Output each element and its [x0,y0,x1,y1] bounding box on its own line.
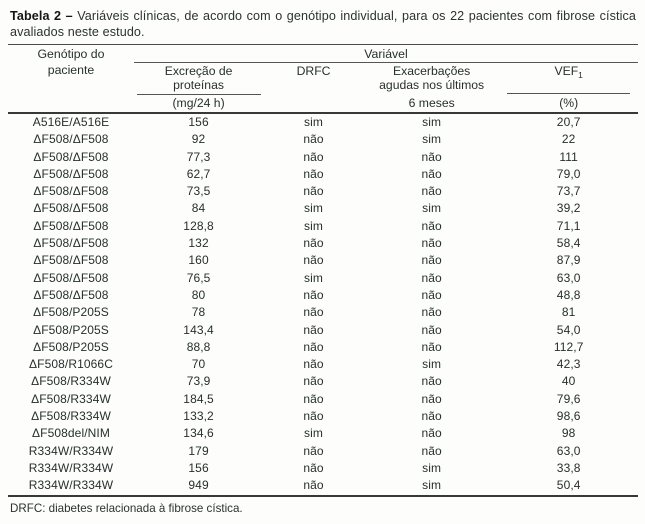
cell-drfc: não [303,253,324,268]
table-row [8,113,638,131]
cell-protein-excretion: 156 [188,115,209,129]
cell-fev1: 98,6 [556,409,581,424]
column-header-fev1-subscript: 1 [578,69,583,80]
cell-exacerbations: não [421,218,442,233]
cell-fev1: 39,2 [556,201,581,216]
cell-fev1: 58,4 [556,236,581,251]
cell-exacerbations: não [421,322,442,337]
cell-drfc: não [303,478,324,493]
cell-fev1: 79,6 [556,391,581,406]
table-row [8,356,638,373]
column-header-genotype-line2: paciente [47,62,95,77]
cell-exacerbations: não [421,184,442,199]
cell-protein-excretion: 133,2 [183,409,214,424]
table-row [8,218,638,235]
column-header-exacerbations-line1: Exacerbações [393,64,471,78]
table-row [8,235,638,252]
table-row [8,287,638,304]
cell-protein-excretion: 179 [188,443,209,458]
cell-genotype: ΔF508/P205S [33,339,109,354]
cell-drfc: sim [304,115,324,129]
cell-drfc: não [303,287,324,302]
cell-genotype: ΔF508/ΔF508 [33,253,109,268]
cell-protein-excretion: 160 [188,253,209,268]
cell-fev1: 40 [561,374,576,389]
column-unit-exacerbations: 6 meses [408,96,455,110]
cell-exacerbations: não [421,236,442,251]
cell-protein-excretion: 156 [188,460,209,475]
cell-drfc: não [303,357,324,372]
cell-protein-excretion: 84 [191,201,206,216]
cell-protein-excretion: 132 [188,236,209,251]
cell-protein-excretion: 77,3 [186,149,211,164]
clinical-variables-table [8,44,638,497]
cell-fev1: 111 [559,149,578,164]
table-row [8,391,638,408]
cell-drfc: não [303,339,324,354]
column-header-protein-line1: Excreção de [164,64,233,78]
cell-drfc: não [303,409,324,424]
cell-fev1: 54,0 [556,322,581,337]
cell-protein-excretion: 134,6 [183,426,214,441]
cell-drfc: não [303,184,324,199]
fev1-underline [507,65,630,94]
cell-drfc: sim [304,426,324,441]
cell-drfc: não [303,460,324,475]
cell-fev1: 33,8 [556,460,581,475]
cell-exacerbations: não [421,374,442,389]
table-row [8,408,638,425]
cell-drfc: não [303,391,324,406]
cell-genotype: ΔF508/ΔF508 [33,270,109,285]
cell-genotype: A516E/A516E [32,115,110,129]
cell-drfc: não [303,305,324,320]
cell-exacerbations: sim [422,201,442,216]
column-unit-fev1: (%) [559,96,579,110]
table-row [8,200,638,217]
cell-exacerbations: sim [422,357,442,372]
cell-genotype: ΔF508/ΔF508 [33,149,109,164]
cell-protein-excretion: 949 [188,478,209,493]
cell-genotype: ΔF508/ΔF508 [33,132,109,147]
column-header-genotype [8,45,134,114]
cell-exacerbations: não [421,287,442,302]
cell-fev1: 112,7 [553,339,584,354]
cell-exacerbations: não [421,270,442,285]
table-row [8,443,638,460]
cell-exacerbations: sim [422,460,442,475]
cell-drfc: não [303,374,324,389]
cell-fev1: 22 [561,132,576,147]
cell-exacerbations: não [421,305,442,320]
cell-drfc: não [303,166,324,181]
cell-exacerbations: não [421,426,442,441]
table-row [8,373,638,390]
cell-exacerbations: não [421,253,442,268]
cell-genotype: ΔF508del/NIM [32,426,110,441]
cell-protein-excretion: 73,9 [186,374,211,389]
cell-genotype: ΔF508/P205S [33,322,109,337]
cell-exacerbations: não [421,391,442,406]
cell-fev1: 48,8 [556,287,581,302]
cell-exacerbations: sim [422,132,442,147]
cell-genotype: ΔF508/ΔF508 [33,218,109,233]
table-row [8,322,638,339]
cell-fev1: 63,0 [556,443,581,458]
table-row [8,131,638,148]
cell-protein-excretion: 143,4 [183,322,214,337]
header-row-group [8,45,638,63]
cell-exacerbations: não [421,409,442,424]
column-header-drfc: DRFC [296,64,331,78]
cell-exacerbations: não [421,339,442,354]
table-row [8,304,638,321]
cell-drfc: não [303,149,324,164]
column-header-protein-line2: proteínas [173,77,224,92]
table-row [8,183,638,200]
table-caption-text: Variáveis clínicas, de acordo com o genótipo individual, para os 22 pacientes com fibrose cística avaliados neste estudo. [10,9,636,39]
table-row [8,149,638,166]
cell-exacerbations: não [421,166,442,181]
cell-fev1: 71,1 [556,218,581,233]
cell-protein-excretion: 92 [191,132,206,147]
cell-genotype: ΔF508/R334W [31,374,111,389]
cell-drfc: sim [304,201,324,216]
table-caption-label: Tabela 2 – [10,9,73,23]
column-header-exacerbations-line2: agudas nos últimos [379,77,485,92]
column-unit-protein: (mg/24 h) [172,96,225,110]
cell-fev1: 42,3 [556,357,581,372]
cell-exacerbations: sim [422,478,442,493]
cell-exacerbations: sim [422,115,442,129]
column-header-exacerbations [364,63,499,98]
cell-fev1: 87,9 [556,253,581,268]
cell-drfc: sim [304,270,324,285]
cell-genotype: ΔF508/ΔF508 [33,287,109,302]
cell-genotype: ΔF508/ΔF508 [33,201,109,216]
cell-genotype: ΔF508/R334W [31,409,111,424]
cell-protein-excretion: 70 [191,357,206,372]
cell-protein-excretion: 78 [191,305,206,320]
cell-genotype: ΔF508/ΔF508 [33,184,109,199]
cell-protein-excretion: 128,8 [183,218,214,233]
cell-exacerbations: não [421,149,442,164]
cell-genotype: ΔF508/ΔF508 [33,236,109,251]
cell-protein-excretion: 80 [191,287,206,302]
cell-drfc: não [303,443,324,458]
cell-protein-excretion: 62,7 [186,166,211,181]
cell-drfc: não [303,322,324,337]
cell-fev1: 81 [561,305,576,320]
cell-fev1: 73,7 [556,184,581,199]
cell-genotype: ΔF508/R1066C [29,357,113,372]
column-header-fev1-label: VEF [554,64,579,78]
cell-fev1: 98 [561,426,576,441]
cell-genotype: R334W/R334W [28,460,114,475]
cell-fev1: 20,7 [556,115,581,129]
cell-genotype: R334W/R334W [28,443,114,458]
cell-fev1: 50,4 [556,478,581,493]
column-header-protein-excretion [134,63,263,98]
table-caption [0,0,645,40]
table-row [8,252,638,269]
cell-exacerbations: não [421,443,442,458]
table-row [8,339,638,356]
column-group-header-variavel: Variável [134,45,638,63]
cell-protein-excretion: 184,5 [183,391,214,406]
cell-fev1: 79,0 [556,166,581,181]
cell-drfc: não [303,236,324,251]
table-row [8,477,638,495]
table-header [8,45,638,114]
cell-fev1: 63,0 [556,270,581,285]
column-unit-drfc-empty [263,97,364,113]
table-footnote: DRFC: diabetes relacionada à fibrose cística. [10,501,243,515]
cell-genotype: ΔF508/ΔF508 [33,166,109,181]
table-body [8,113,638,496]
cell-protein-excretion: 73,5 [186,184,211,199]
column-header-genotype-line1: Genótipo do [37,47,105,61]
table-row [8,166,638,183]
table-row [8,425,638,442]
cell-genotype: R334W/R334W [28,478,114,493]
cell-drfc: sim [304,218,324,233]
column-header-fev1 [499,63,638,98]
table-row [8,460,638,477]
cell-drfc: não [303,132,324,147]
cell-genotype: ΔF508/P205S [33,305,109,320]
protein-excretion-underline [137,65,261,95]
table-row [8,270,638,287]
cell-protein-excretion: 88,8 [186,339,211,354]
cell-genotype: ΔF508/R334W [31,391,111,406]
cell-protein-excretion: 76,5 [186,270,211,285]
